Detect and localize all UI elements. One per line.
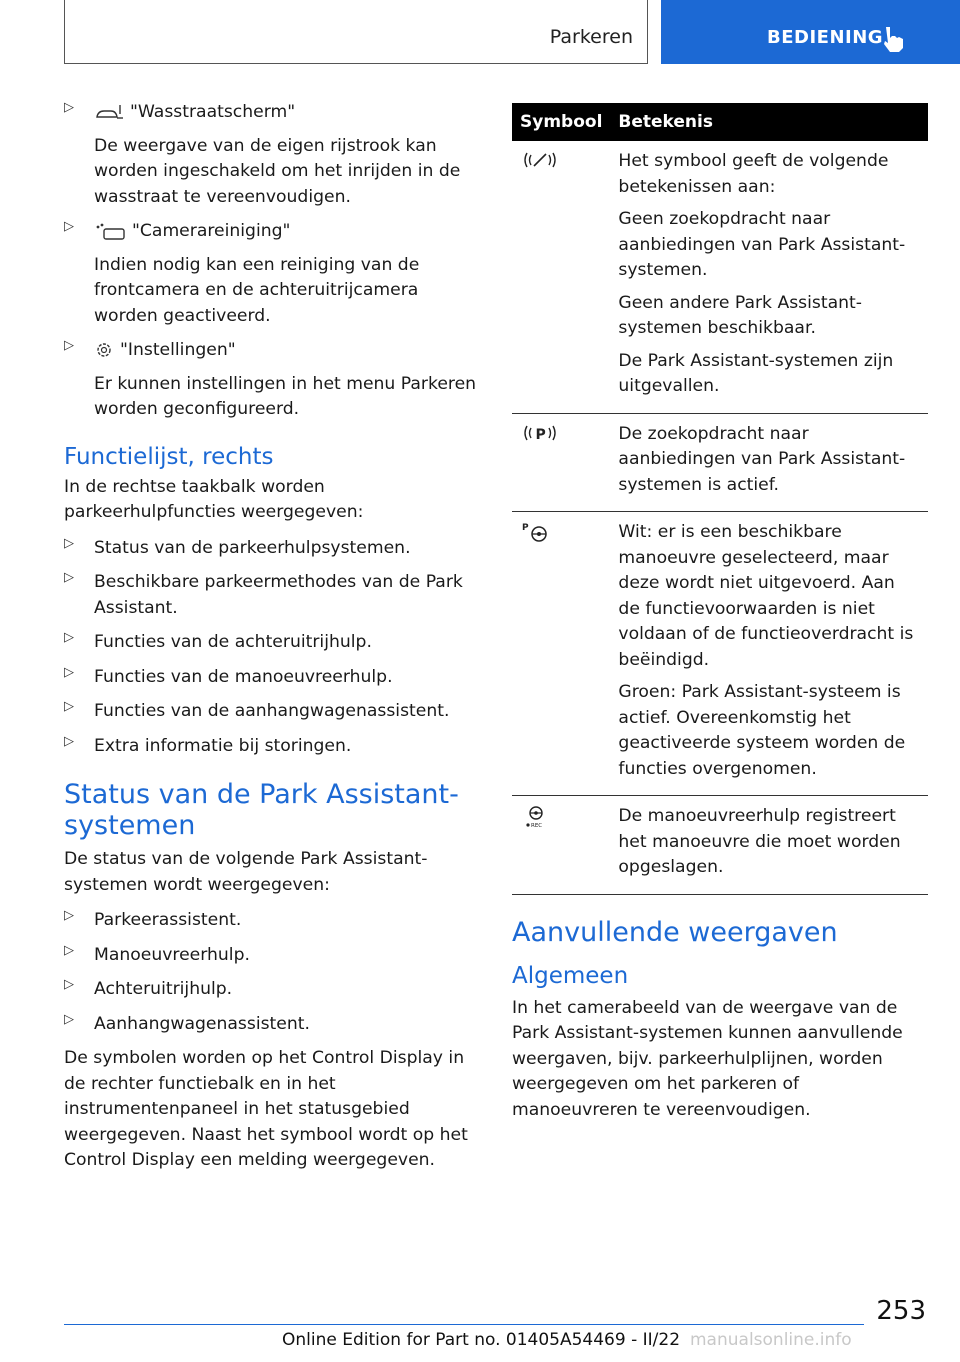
header-chapter-box xyxy=(661,0,960,64)
list-item: ▷ Beschikbare parkeermethodes van de Park Assistant. xyxy=(64,570,478,621)
list-item: ▷ Aanhangwagenassistent. xyxy=(64,1012,478,1038)
table-row: Het symbool geeft de volgende betekenissen aan: Geen zoekopdracht naar aanbiedingen van Park Assistant-systemen. Geen andere Park Assistant-systemen beschikbaar. De Park Assistant-systemen zijn uitgevallen. xyxy=(512,141,928,413)
hand-pointer-icon xyxy=(881,24,907,54)
list-item: ▷ Functies van de achteruitrijhulp. xyxy=(64,630,478,656)
header-chapter-title: BEDIENING xyxy=(767,27,884,48)
symbol-table xyxy=(512,103,928,895)
footer-edition: Online Edition for Part no. 01405A54469 - II/22 xyxy=(282,1330,681,1350)
paragraph: In het camerabeeld van de weergave van de Park Assistant-systemen kunnen aanvullende weergaven, bijv. parkeerhulplijnen, worden weergegeven om het parkeren of manoeuvreren te vereenvoudigen. xyxy=(512,997,903,1120)
right-column xyxy=(512,103,928,1123)
header-section-box xyxy=(64,0,648,64)
column-header-symbol: Symbool xyxy=(512,103,610,141)
table-row: P De zoekopdracht naar aanbiedingen van Park Assistant-systemen is actief. xyxy=(512,413,928,512)
item-title: "Wasstraatscherm" xyxy=(130,102,296,122)
triangle-bullet-icon xyxy=(64,699,74,714)
triangle-bullet-icon xyxy=(64,630,74,645)
watermark: manualsonline.info xyxy=(690,1330,852,1350)
camera-cleaning-icon xyxy=(94,221,126,241)
footer-divider xyxy=(64,1324,864,1325)
paragraph: De symbolen worden op het Control Display in de rechter functiebalk en in het instrumentenpaneel in het statusgebied weergegeven. Naast het symbool wordt op het Control Display een melding weergegeven. xyxy=(64,1048,468,1170)
item-description: Indien nodig kan een reiniging van de frontcamera en de achteruitrijcamera worden geactiveerd. xyxy=(94,254,420,326)
item-description: Er kunnen instellingen in het menu Parkeren worden geconfigureerd. xyxy=(94,373,477,419)
section-heading-aanvullende: Aanvullende weergaven xyxy=(512,916,838,948)
column-header-meaning: Betekenis xyxy=(610,103,928,141)
section-heading-status: Status van de Park Assistant-systemen xyxy=(64,779,459,841)
triangle-bullet-icon xyxy=(64,536,74,551)
triangle-bullet-icon xyxy=(64,908,74,923)
park-unavailable-icon xyxy=(520,149,560,171)
gear-icon xyxy=(94,340,114,360)
list-item xyxy=(64,100,478,210)
list-item: ▷ Achteruitrijhulp. xyxy=(64,977,478,1003)
left-column xyxy=(64,100,478,1174)
item-title: "Camerareiniging" xyxy=(132,221,291,241)
page-number: 253 xyxy=(876,1296,926,1326)
park-search-icon xyxy=(520,422,560,444)
car-wash-icon xyxy=(94,102,124,122)
subsection-heading-algemeen: Algemeen xyxy=(512,962,629,989)
triangle-bullet-icon xyxy=(64,100,74,115)
list-item: ▷ Functies van de manoeuvreerhulp. xyxy=(64,665,478,691)
svg-text:P: P xyxy=(522,523,529,533)
steering-rec-icon xyxy=(520,804,554,830)
list-item xyxy=(64,338,478,423)
list-item: ▷ Functies van de aanhangwagenassistent. xyxy=(64,699,478,725)
item-description: De weergave van de eigen rijstrook kan worden ingeschakeld om het inrijden in de wasstraat te vereenvoudigen. xyxy=(94,135,461,207)
list-item xyxy=(64,219,478,329)
triangle-bullet-icon xyxy=(64,1012,74,1027)
item-title: "Instellingen" xyxy=(120,340,236,360)
list-item: ▷ Parkeerassistent. xyxy=(64,908,478,934)
table-row: REC De manoeuvreerhulp registreert het manoeuvre die moet worden opgeslagen. xyxy=(512,796,928,895)
header-section-title: Parkeren xyxy=(549,26,633,48)
triangle-bullet-icon xyxy=(64,338,74,353)
triangle-bullet-icon xyxy=(64,219,74,234)
paragraph: De status van de volgende Park Assistant-systemen wordt weergegeven: xyxy=(64,849,428,895)
section-heading-functielijst: Functielijst, rechts xyxy=(64,443,274,470)
triangle-bullet-icon xyxy=(64,977,74,992)
svg-text:P: P xyxy=(535,426,546,443)
paragraph: In de rechtse taakbalk worden parkeerhulpfuncties weergegeven: xyxy=(64,476,364,522)
triangle-bullet-icon xyxy=(64,943,74,958)
triangle-bullet-icon xyxy=(64,665,74,680)
park-steering-icon xyxy=(520,520,554,544)
triangle-bullet-icon xyxy=(64,570,74,585)
list-item: ▷ Status van de parkeerhulpsystemen. xyxy=(64,536,478,562)
list-item: ▷ Manoeuvreerhulp. xyxy=(64,943,478,969)
table-row: P Wit: er is een beschikbare manoeuvre geselecteerd, maar deze wordt niet uitgevoerd. Aan de functievoorwaarden is niet voldaan of de functieoverdracht is beëindigd. Groen: Park Assistant-systeem is actief. Overeenkomstig het geactiveerde systeem worden de functies overgenomen. xyxy=(512,512,928,796)
triangle-bullet-icon xyxy=(64,734,74,749)
list-item: ▷ Extra informatie bij storingen. xyxy=(64,734,478,760)
svg-text:REC: REC xyxy=(531,823,543,829)
